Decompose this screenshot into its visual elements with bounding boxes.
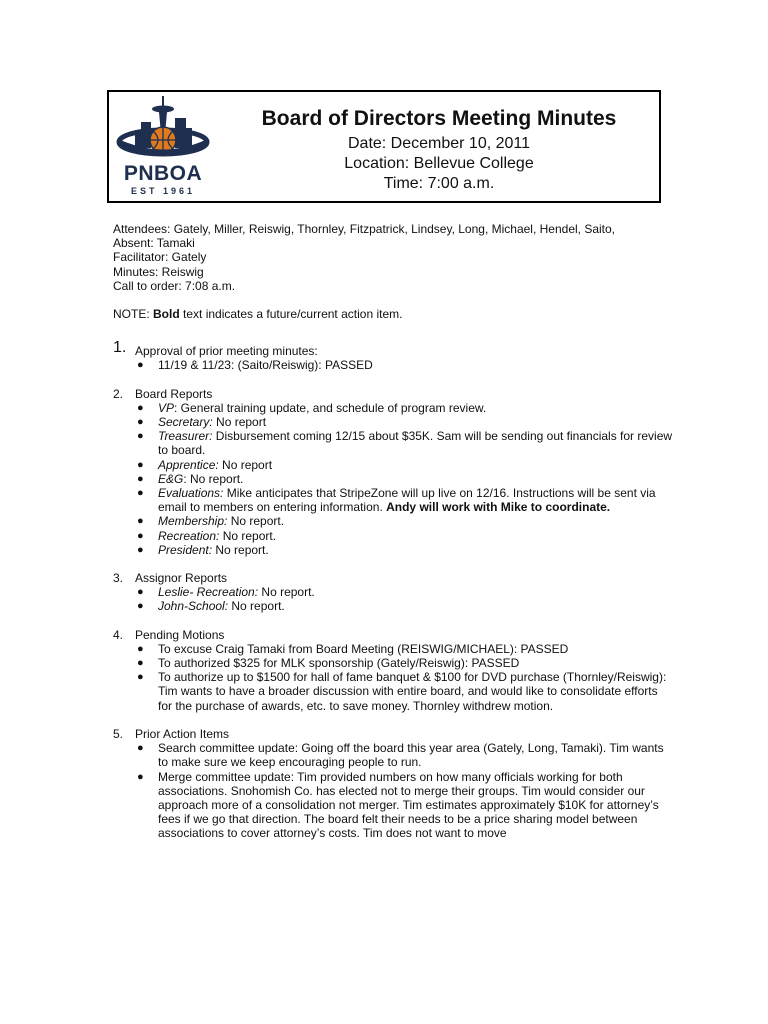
call-to-order-line: Call to order: 7:08 a.m.	[113, 278, 236, 293]
list-item	[135, 770, 673, 841]
item-text: No report	[212, 415, 267, 430]
bullet-icon: ●	[137, 642, 144, 655]
section-pending-motions	[113, 628, 673, 713]
meeting-time: Time: 7:00 a.m.	[383, 175, 495, 192]
section-board-reports	[113, 387, 673, 557]
header-text	[219, 102, 659, 194]
item-text: 11/19 & 11/23: (Saito/Reiswig): PASSED	[158, 358, 373, 373]
logo-name: PNBOA	[123, 162, 203, 185]
item-label: Leslie- Recreation:	[158, 585, 259, 600]
item-label: Recreation:	[158, 528, 220, 543]
list-item	[135, 458, 673, 472]
bullet-icon: ●	[137, 770, 144, 783]
list-item	[135, 599, 673, 613]
item-text: To authorized $325 for MLK sponsorship (Gately/Reiswig): PASSED	[158, 656, 520, 671]
section-title: Pending Motions	[135, 627, 225, 642]
bullet-icon: ●	[137, 416, 144, 429]
list-item	[135, 486, 673, 514]
section-title: Prior Action Items	[135, 726, 230, 741]
list-item	[135, 401, 673, 415]
item-text: Mike anticipates that StripeZone will up live on 12/16. Instructions will be sent via email to members on entering information.	[158, 486, 656, 515]
section-number: 1.	[113, 339, 127, 357]
item-text: Merge committee update: Tim provided numbers on how many officials working for both associations. Snohomish Co. has elected not to merge their groups. Tim would consider our approach more of a consolidation not merger. Tim estimates approximately $10K for attorney’s fees if we go that direction. The board felt their needs to be a price sharing model between associations to cover attorney’s costs. Tim does not want to move	[158, 769, 659, 841]
minutes-taker-line: Minutes: Reiswig	[113, 264, 204, 279]
item-label: Evaluations:	[158, 486, 224, 501]
list-item	[135, 741, 673, 769]
section-number: 3.	[113, 571, 124, 586]
bullet-icon: ●	[137, 472, 144, 485]
bullet-icon: ●	[137, 600, 144, 613]
bullet-icon: ●	[137, 657, 144, 670]
note-prefix: NOTE:	[113, 307, 154, 322]
bullet-icon: ●	[137, 359, 144, 372]
section-number: 4.	[113, 627, 124, 642]
list-item	[135, 543, 673, 557]
section-title: Board Reports	[135, 386, 213, 401]
section-title: Approval of prior meeting minutes:	[135, 344, 318, 359]
list-item	[135, 429, 673, 457]
space-needle-basketball-icon	[113, 94, 213, 164]
item-text: No report.	[219, 528, 277, 543]
list-item	[135, 585, 673, 599]
section-title: Assignor Reports	[135, 571, 228, 586]
item-text: No report.	[258, 585, 315, 600]
item-label: Secretary:	[158, 415, 213, 430]
item-text: Search committee update: Going off the board this year area (Gately, Long, Tamaki). Tim wants to make sure we keep encouraging people to run.	[158, 741, 664, 770]
item-text: : General training update, and schedule of program review.	[174, 400, 487, 415]
logo-est: EST 1961	[130, 186, 196, 196]
bullet-icon: ●	[137, 458, 144, 471]
bullet-icon: ●	[137, 487, 144, 500]
attendees-line: Attendees: Gately, Miller, Reiswig, Thornley, Fitzpatrick, Lindsey, Long, Michael, Hendel, Saito,	[113, 222, 616, 236]
section-number: 5.	[113, 726, 124, 741]
meeting-date: Date: December 10, 2011	[347, 135, 531, 152]
section-number: 2.	[113, 386, 124, 401]
list-item	[135, 642, 673, 656]
item-label: E&G	[158, 471, 184, 486]
item-label: VP	[158, 400, 175, 415]
list-item	[135, 514, 673, 528]
list-item	[135, 415, 673, 429]
note-bold-word: Bold	[153, 307, 180, 322]
absent-line: Absent: Tamaki	[113, 236, 195, 251]
item-text: No report.	[227, 514, 285, 529]
bullet-icon: ●	[137, 430, 144, 443]
section-prior-action-items	[113, 727, 673, 841]
minutes-body	[113, 222, 673, 841]
list-item	[135, 358, 673, 372]
item-text: No report	[218, 457, 273, 472]
note-rest: text indicates a future/current action item.	[179, 307, 403, 322]
item-text: To excuse Craig Tamaki from Board Meeting (REISWIG/MICHAEL): PASSED	[158, 641, 569, 656]
item-label: Treasurer:	[158, 429, 213, 444]
bullet-icon: ●	[137, 671, 144, 684]
bullet-icon: ●	[137, 401, 144, 414]
item-text: No report.	[228, 599, 285, 614]
meeting-location: Location: Bellevue College	[344, 155, 534, 172]
item-text: : No report.	[183, 471, 244, 486]
facilitator-line: Facilitator: Gately	[113, 250, 207, 265]
list-item	[135, 656, 673, 670]
bullet-icon: ●	[137, 586, 144, 599]
document-title: Board of Directors Meeting Minutes	[261, 107, 617, 130]
pnboa-logo	[113, 94, 213, 200]
bullet-icon: ●	[137, 515, 144, 528]
bullet-icon: ●	[137, 543, 144, 556]
item-label: Apprentice:	[158, 457, 219, 472]
list-item	[135, 472, 673, 486]
bullet-icon: ●	[137, 742, 144, 755]
action-item-text: Andy will work with Mike to coordinate.	[386, 500, 611, 515]
item-text: Disbursement coming 12/15 about $35K. Sam will be sending out financials for review to board.	[158, 429, 673, 458]
list-item	[135, 670, 673, 713]
section-assignor-reports	[113, 571, 673, 614]
list-item	[135, 529, 673, 543]
note-line	[113, 307, 673, 321]
item-text: To authorize up to $1500 for hall of fame banquet & $100 for DVD purchase (Thornley/Reiswig): Tim wants to have a broader discussion with entire board, and would like to consolidate efforts for the purchase of awards, etc. to save money. Thornley withdrew motion.	[158, 670, 667, 713]
item-label: Membership:	[158, 514, 228, 529]
item-label: President:	[158, 542, 213, 557]
item-text: No report.	[212, 542, 269, 557]
section-approval	[113, 341, 673, 372]
bullet-icon: ●	[137, 529, 144, 542]
item-label: John-School:	[158, 599, 229, 614]
header-box	[107, 90, 661, 203]
